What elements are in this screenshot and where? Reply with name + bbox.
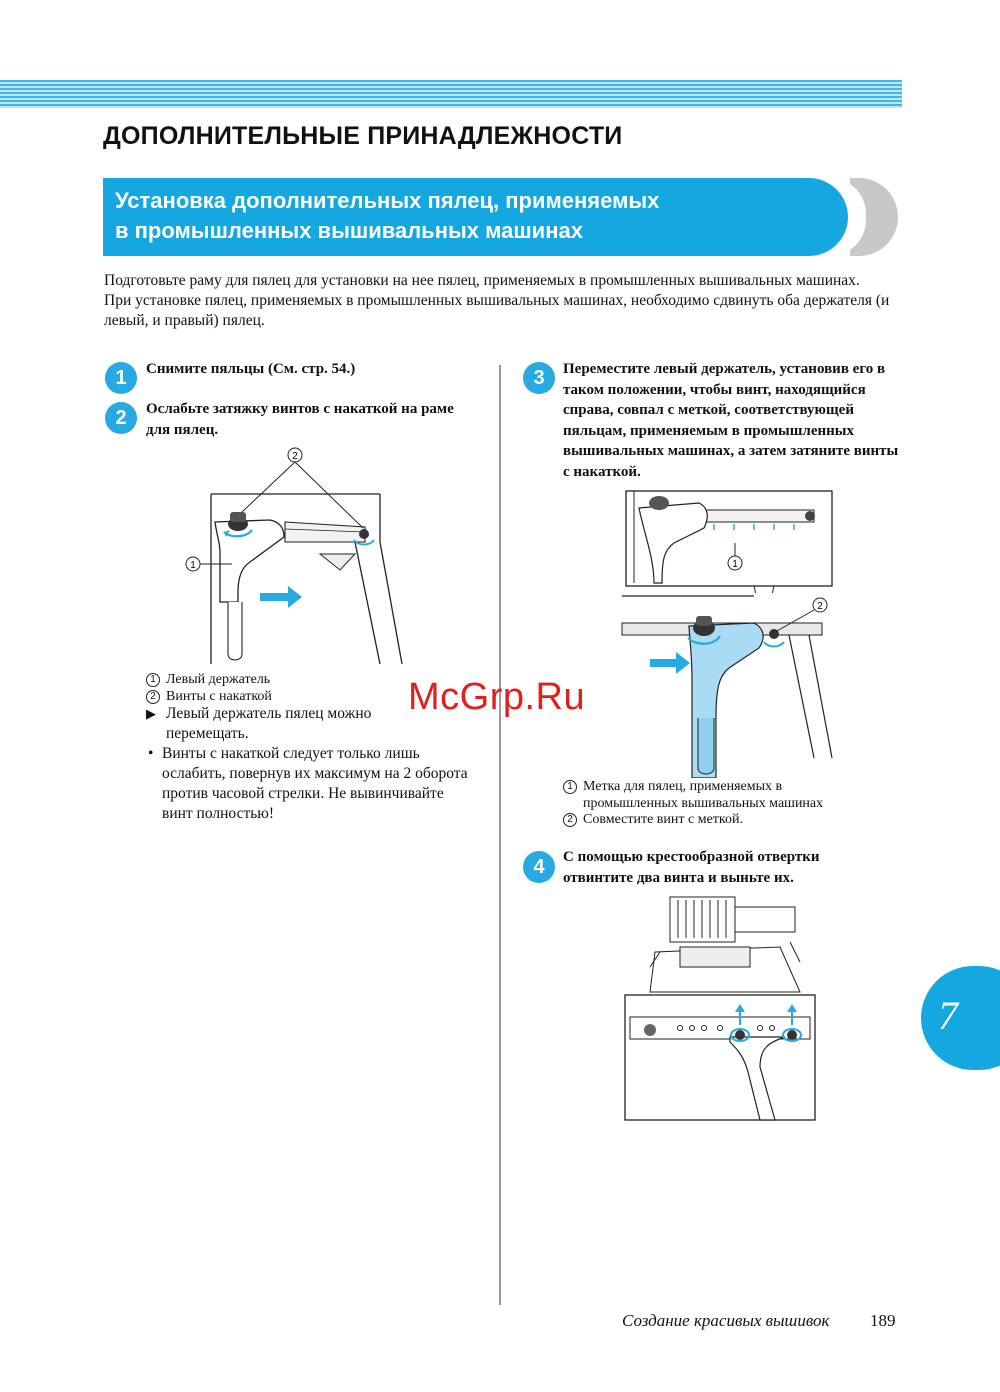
legend-text-1: Метка для пялец, применяемых в промышленных вышивальных машинах <box>583 779 824 811</box>
step-3-number: 3 <box>523 362 555 394</box>
result-triangle-icon: ▶ <box>146 706 156 721</box>
watermark-text: McGrp.Ru <box>408 676 586 718</box>
legend-text-2: Винты с накаткой <box>166 688 272 704</box>
section-title: ДОПОЛНИТЕЛЬНЫЕ ПРИНАДЛЕЖНОСТИ <box>103 122 623 150</box>
step-1-number: 1 <box>105 362 137 394</box>
chapter-number: 7 <box>938 993 958 1038</box>
step-4-number: 4 <box>523 851 555 883</box>
intro-paragraph-1: Подготовьте раму для пялец для установки на нее пялец, применяемых в промышленных вышивальных машинах. <box>104 272 860 289</box>
figure-1-left-holder <box>180 442 410 667</box>
legend-number-1: 1 <box>146 673 160 687</box>
result-text: Левый держатель пялец можно перемещать. <box>166 705 372 742</box>
caution-note <box>148 744 468 824</box>
legend-number-1: 1 <box>563 780 577 794</box>
legend-number-2: 2 <box>146 690 160 704</box>
figure-2-holder-alignment <box>614 488 844 778</box>
figure-2-callout-2: 2 <box>817 601 823 612</box>
legend-item <box>563 779 863 812</box>
intro-paragraph-2: При установке пялец, применяемых в промышленных вышивальных машинах, необходимо сдвинуть оба держателя (и левый, и правый) пялец. <box>104 292 890 329</box>
step-1-text: Снимите пяльцы (См. стр. 54.) <box>146 361 356 377</box>
result-note <box>146 704 416 744</box>
figure-2-callout-1: 1 <box>732 559 738 570</box>
figure-1-callout-2: 2 <box>292 451 298 462</box>
figure-2-legend <box>563 779 863 829</box>
intro-text <box>104 271 904 331</box>
legend-number-2: 2 <box>563 813 577 827</box>
subsection-title <box>115 186 815 246</box>
chapter-tab <box>921 966 1000 1070</box>
step-2-text: Ослабьте затяжку винтов с накаткой на раме для пялец. <box>146 401 454 438</box>
legend-text-2: Совместите винт с меткой. <box>583 812 743 827</box>
figure-1-callout-1: 1 <box>190 560 196 571</box>
subsection-title-line1: Установка дополнительных пялец, применяемых <box>115 188 660 213</box>
header-stripe-band <box>0 80 902 108</box>
legend-item <box>563 812 863 829</box>
bullet-icon: • <box>148 745 154 762</box>
caution-text: Винты с накаткой следует только лишь ослабить, повернув их максимум на 2 оборота против часовой стрелки. Не вывинчивайте винт полностью! <box>162 745 468 822</box>
step-3-text: Переместите левый держатель, установив его в таком положении, чтобы винт, находящийся справа, совпал с меткой, соответствующей пяльцам, применяемым в промышленных вышивальных машинах, а затем затяните винты с накаткой. <box>563 361 899 480</box>
figure-3-remove-screws <box>620 892 820 1122</box>
legend-text-1: Левый держатель <box>166 672 271 687</box>
step-2-number: 2 <box>105 402 137 434</box>
subsection-title-line2: в промышленных вышивальных машинах <box>115 218 583 243</box>
column-divider <box>499 365 501 1305</box>
step-4-text: С помощью крестообразной отвертки отвинтите два винта и выньте их. <box>563 849 820 886</box>
page-number: 189 <box>870 1311 896 1330</box>
footer-title: Создание красивых вышивок <box>622 1311 830 1330</box>
